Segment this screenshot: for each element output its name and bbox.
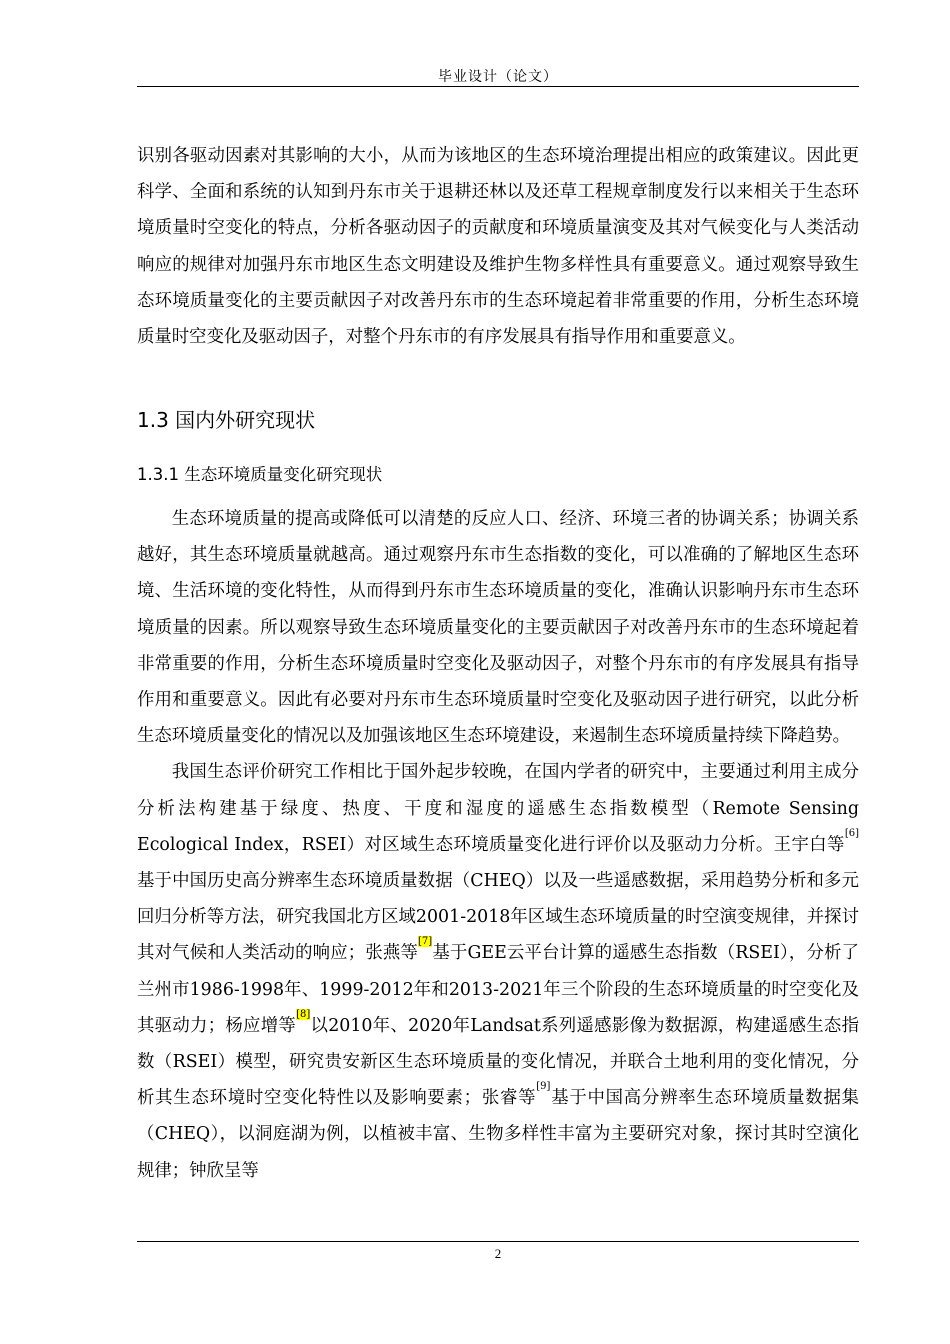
header-rule <box>137 86 859 87</box>
section-body <box>137 501 859 1189</box>
citation-7: [7] <box>418 936 433 948</box>
citation-8: [8] <box>296 1008 311 1020</box>
intro-block <box>137 138 859 355</box>
paragraph-2-text-5: 基于中国高分辨率生态环境质量数据集（CHEQ），以洞庭湖为例，以植被丰富、生物多样性丰富为主要研究对象，探讨其时空演化规律；钟欣呈等 <box>137 1088 859 1181</box>
paragraph-1: 生态环境质量的提高或降低可以清楚的反应人口、经济、环境三者的协调关系；协调关系越好，其生态环境质量就越高。通过观察丹东市生态指数的变化，可以准确的了解地区生态环境、生活环境的变化特性，从而得到丹东市生态环境质量的变化，准确认识影响丹东市生态环境质量的因素。所以观察导致生态环境质量变化的主要贡献因子对改善丹东市的生态环境起着非常重要的作用，分析生态环境质量时空变化及驱动因子，对整个丹东市的有序发展具有指导作用和重要意义。因此有必要对丹东市生态环境质量时空变化及驱动因子进行研究，以此分析生态环境质量变化的情况以及加强该地区生态环境建设，来遏制生态环境质量持续下降趋势。 <box>137 509 859 747</box>
paragraph-2-text-3: 基于GEE云平台计算的遥感生态指数（RSEI），分析了兰州市1986-1998年、1999-2012年和2013-2021年三个阶段的生态环境质量的时空变化及其驱动力；杨应增等 <box>137 943 859 1036</box>
paragraph-2 <box>137 754 859 1188</box>
footer-rule <box>137 1241 859 1242</box>
section-heading: 1.3 国内外研究现状 <box>137 408 316 432</box>
running-header: 毕业设计（论文） <box>438 69 558 85</box>
paragraph-2-text-2: 基于中国历史高分辨率生态环境质量数据（CHEQ）以及一些遥感数据，采用趋势分析和多元回归分析等方法，研究我国北方区域2001-2018年区域生态环境质量的时空演变规律，并探讨其对气候和人类活动的响应；张燕等 <box>137 871 859 964</box>
intro-paragraph: 识别各驱动因素对其影响的大小，从而为该地区的生态环境治理提出相应的政策建议。因此更科学、全面和系统的认知到丹东市关于退耕还林以及还草工程规章制度发行以来相关于生态环境质量时空变化的特点，分析各驱动因子的贡献度和环境质量演变及其对气候变化与人类活动响应的规律对加强丹东市地区生态文明建设及维护生物多样性具有重要意义。通过观察导致生态环境质量变化的主要贡献因子对改善丹东市的生态环境起着非常重要的作用，分析生态环境质量时空变化及驱动因子，对整个丹东市的有序发展具有指导作用和重要意义。 <box>137 146 859 348</box>
page-number: 2 <box>494 1246 502 1261</box>
paragraph-2-text-4: 以2010年、2020年Landsat系列遥感影像为数据源，构建遥感生态指数（RSEI）模型，研究贵安新区生态环境质量的变化情况，并联合土地利用的变化情况，分析其生态环境时空变化特性以及影响要素；张睿等 <box>137 1015 859 1109</box>
paragraph-2-text-1: 我国生态评价研究工作相比于国外起步较晚，在国内学者的研究中，主要通过利用主成分分析法构建基于绿度、热度、干度和湿度的遥感生态指数模型（Remote Sensing Ecological Index，RSEI）对区域生态环境质量变化进行评价以及驱动力分析。王宇白等 <box>137 762 859 855</box>
citation-9: [9] <box>536 1081 551 1093</box>
subsection-heading: 1.3.1 生态环境质量变化研究现状 <box>137 465 383 484</box>
citation-6: [6] <box>844 827 859 839</box>
